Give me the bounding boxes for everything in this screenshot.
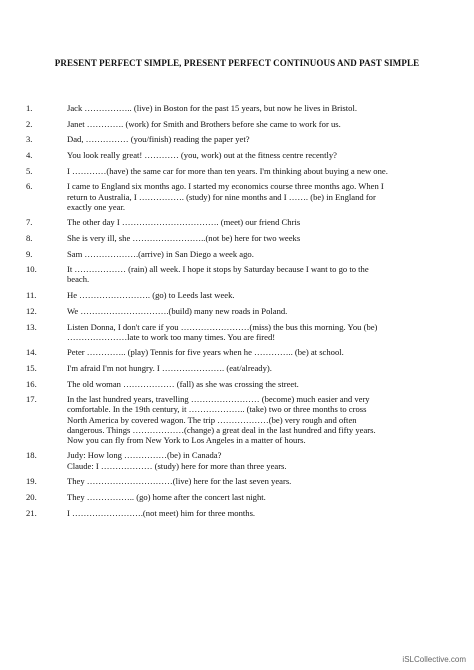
exercise-line: dangerous. Things ………………(change) a great deal in the last hundred and fifty years. [67, 424, 376, 435]
exercise-text [67, 450, 426, 470]
exercise-text [67, 181, 426, 211]
exercise-text [67, 217, 426, 227]
exercise-number: 1. [26, 103, 33, 113]
exercise-item [26, 134, 426, 144]
worksheet-title: PRESENT PERFECT SIMPLE, PRESENT PERFECT CONTINUOUS AND PAST SIMPLE [54, 58, 420, 68]
exercise-number: 5. [26, 165, 33, 176]
exercise-number: 12. [26, 305, 37, 316]
exercise-item [26, 394, 426, 444]
exercise-line: comfortable. In the 19th century, it ……………….. (take) two or three months to cross [67, 404, 367, 415]
exercise-line: We ………………………….(build) many new roads in Poland. [67, 305, 288, 316]
exercise-number: 17. [26, 394, 37, 405]
exercise-number: 20. [26, 491, 37, 502]
exercise-line: I …………………….(not meet) him for three months. [67, 507, 256, 518]
exercise-number: 4. [26, 150, 33, 161]
exercise-item [26, 290, 426, 300]
exercise-line: It ……………… (rain) all week. I hope it stops by Saturday because I want to go to the [67, 264, 369, 275]
exercise-text [67, 508, 426, 518]
exercise-item [26, 119, 426, 129]
exercise-line: Peter ………….. (play) Tennis for five years when he ………….. (be) at school. [67, 347, 344, 358]
exercise-line: The other day I ……………………………. (meet) our friend Chris [67, 217, 301, 228]
exercise-item [26, 508, 426, 518]
exercise-text [67, 363, 426, 373]
exercise-line: Listen Donna, I don't care if you ……………………(miss) the bus this morning. You (be) [67, 321, 378, 332]
exercise-number: 18. [26, 450, 37, 461]
exercise-text [67, 492, 426, 502]
exercise-line: Sam ……………….(arrive) in San Diego a week ago. [67, 248, 254, 259]
exercise-line: Jack …………….. (live) in Boston for the past 15 years, but now he lives in Bristol. [67, 103, 358, 113]
exercise-item [26, 306, 426, 316]
exercise-number: 19. [26, 476, 37, 487]
exercise-line: You look really great! ………… (you, work) out at the fitness centre recently? [67, 150, 337, 161]
exercise-number: 15. [26, 363, 37, 373]
exercise-item [26, 150, 426, 160]
exercise-line: I came to England six months ago. I started my economics course three months ago. When I [67, 181, 384, 192]
exercise-line: North America by covered wagon. The trip ………………(be) very rough and often [67, 414, 357, 425]
exercise-line: return to Australia, I ……………. (study) for nine months and I ……. (be) in England for [67, 191, 376, 202]
exercise-item [26, 264, 426, 284]
exercise-text [67, 290, 426, 300]
exercise-line: beach. [67, 274, 90, 285]
exercise-text [67, 379, 426, 389]
exercise-line: In the last hundred years, travelling …………………… (become) much easier and very [67, 394, 370, 405]
exercise-number: 3. [26, 134, 33, 145]
exercise-item [26, 476, 426, 486]
exercise-text [67, 150, 426, 160]
exercise-line: Judy: How long ……………(be) in Canada? [67, 450, 222, 461]
exercise-number: 2. [26, 118, 33, 129]
exercise-item [26, 363, 426, 373]
exercise-number: 6. [26, 181, 33, 192]
exercise-number: 10. [26, 264, 37, 275]
exercise-line: He ……………………. (go) to Leeds last week. [67, 290, 235, 301]
exercise-item [26, 233, 426, 243]
exercise-number: 21. [26, 507, 37, 518]
exercise-number: 14. [26, 347, 37, 358]
exercise-line: Dad, …………… (you/finish) reading the paper yet? [67, 134, 250, 145]
exercise-line: They …………………………(live) here for the last seven years. [67, 476, 292, 487]
exercise-number: 7. [26, 217, 33, 228]
site-watermark: iSLCollective.com [402, 655, 466, 664]
exercise-item [26, 166, 426, 176]
exercise-item [26, 103, 426, 113]
exercise-text [67, 119, 426, 129]
exercise-text [67, 233, 426, 243]
exercise-text [67, 264, 426, 284]
exercise-item [26, 492, 426, 502]
exercise-line: exactly one year. [67, 201, 125, 212]
exercise-text [67, 134, 426, 144]
exercise-item [26, 322, 426, 342]
exercise-item [26, 249, 426, 259]
exercise-text [67, 322, 426, 342]
exercise-line: …………………late to work too many times. You are fired! [67, 331, 276, 342]
exercise-item [26, 181, 426, 211]
exercise-text [67, 166, 426, 176]
exercise-text [67, 249, 426, 259]
exercise-text [67, 394, 426, 444]
exercise-number: 8. [26, 233, 33, 243]
exercise-line: Now you can fly from New York to Los Angeles in a matter of hours. [67, 434, 306, 445]
exercise-item [26, 217, 426, 227]
exercise-line: They …………….. (go) home after the concert last night. [67, 491, 266, 502]
exercise-line: The old woman ……………… (fall) as she was crossing the street. [67, 378, 299, 389]
exercise-text [67, 103, 426, 113]
exercise-number: 13. [26, 321, 37, 332]
exercise-line: I'm afraid I'm not hungry. I …………………. (eat/already). [67, 363, 272, 373]
exercise-line: I …………(have) the same car for more than ten years. I'm thinking about buying a new one. [67, 165, 388, 176]
exercise-number: 16. [26, 378, 37, 389]
exercise-text [67, 306, 426, 316]
exercise-text [67, 347, 426, 357]
exercise-item [26, 347, 426, 357]
exercise-line: She is very ill, she ……………………..(not be) here for two weeks [67, 233, 301, 243]
exercise-number: 11. [26, 290, 37, 301]
exercise-line: Claude: I ……………… (study) here for more than three years. [67, 460, 287, 471]
exercise-line: Janet …………. (work) for Smith and Brothers before she came to work for us. [67, 118, 341, 129]
exercise-item [26, 450, 426, 470]
exercise-number: 9. [26, 248, 33, 259]
exercise-item [26, 379, 426, 389]
exercise-list [26, 103, 426, 523]
exercise-text [67, 476, 426, 486]
